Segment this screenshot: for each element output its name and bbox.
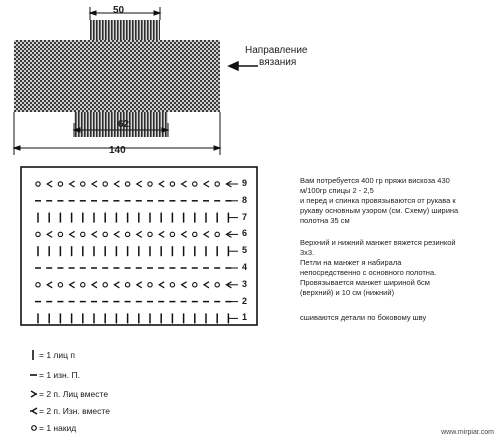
notes-line-5: полотна 35 см [300,216,350,225]
decrease-stitch [159,282,164,288]
notes-line-4: рукаву основным узором (см. Схему) ширина [300,206,459,215]
legend-text-purl: = 1 изн. П. [39,370,80,380]
legend-text-knit-two-together: = 2 п. Лиц вместе [39,389,109,399]
yarn-over-stitch [148,182,152,186]
row-number-5: 5 [242,245,248,256]
direction-label-line-2: вязания [259,57,297,68]
decrease-stitch [114,181,119,187]
notes-line-2: м/100гр спицы 2 - 2,5 [300,186,374,195]
decrease-stitch [137,282,142,288]
yarn-over-stitch [125,182,129,186]
yarn-over-stitch [170,232,174,236]
notes-line-3: и перед и спинка провязываются от рукава к [300,196,456,205]
row-number-3: 3 [242,278,248,289]
decrease-stitch [70,282,75,288]
notes-line-11: Провязывается манжет шириной 6см [300,278,430,287]
yarn-over-stitch [125,232,129,236]
notes-line-10: непосредственно с основного полотна. [300,268,437,277]
chart-row-9 [36,181,238,187]
decrease-stitch [92,231,97,237]
decrease-stitch [159,181,164,187]
decrease-stitch [159,231,164,237]
legend-text-knit: = 1 лиц п [39,350,75,360]
yarn-over-stitch [58,182,62,186]
chart-row-3 [36,282,238,288]
decrease-stitch [47,282,52,288]
yarn-over-stitch [193,182,197,186]
yarn-over-stitch [170,283,174,287]
site-watermark: www.mirpiar.com [441,429,494,436]
dimension-bottom-inner-label: 62 [118,119,130,130]
legend-text-yarn-over: = 1 накид [39,423,77,433]
decrease-stitch [182,231,187,237]
yarn-over-stitch [58,232,62,236]
decrease-stitch [137,181,142,187]
decrease-stitch [92,282,97,288]
yarn-over-stitch [81,232,85,236]
decrease-stitch [114,282,119,288]
notes-line-14: сшиваются детали по боковому шву [300,313,427,322]
chart-row-5 [38,246,238,256]
garment-body [14,40,220,112]
decrease-stitch [92,181,97,187]
yarn-over-stitch [193,283,197,287]
decrease-stitch [204,231,209,237]
yarn-over-stitch [170,182,174,186]
legend-text-purl-two-together: = 2 п. Изн. вместе [39,406,110,416]
yarn-over-stitch [81,283,85,287]
decrease-stitch [182,282,187,288]
row-number-1: 1 [242,312,248,323]
notes-line-9: Петли на манжет я набирала [300,258,402,267]
yarn-over-stitch [36,232,40,236]
row-number-7: 7 [242,211,248,222]
yarn-over-stitch [81,182,85,186]
chart-row-1 [38,313,238,323]
yarn-over-stitch [36,182,40,186]
notes-line-12: (верхний) и 10 см (нижний) [300,288,395,297]
decrease-stitch [204,282,209,288]
decrease-stitch [204,181,209,187]
yarn-over-stitch [36,283,40,287]
direction-arrow [229,62,258,70]
dimension-top [90,7,160,20]
yarn-over-stitch [215,283,219,287]
dimension-bottom-total-label: 140 [109,145,126,156]
decrease-stitch [47,181,52,187]
decrease-stitch [137,231,142,237]
decrease-stitch [114,231,119,237]
garment-schematic [0,0,500,180]
row-number-4: 4 [242,262,248,272]
direction-label-line-1: Направление [245,45,308,56]
notes-line-7: Верхний и нижний манжет вяжется резинкой [300,238,456,247]
yarn-over-stitch [103,232,107,236]
chart-row-7 [38,213,238,223]
decrease-stitch [70,231,75,237]
decrease-stitch [182,181,187,187]
row-number-6: 6 [242,228,248,239]
row-number-8: 8 [242,194,248,205]
yarn-over-stitch [215,182,219,186]
dimension-top-label: 50 [113,5,125,16]
notes-line-8: 3х3. [300,248,315,257]
row-number-2: 2 [242,295,248,306]
top-cuff [90,20,160,40]
yarn-over-stitch [125,283,129,287]
decrease-stitch [47,231,52,237]
yarn-over-stitch [193,232,197,236]
yarn-over-stitch [103,283,107,287]
row-number-9: 9 [242,178,248,188]
yarn-over-stitch [148,283,152,287]
stitch-chart [20,166,260,326]
notes-line-1: Вам потребуется 400 гр пряжи вискоза 430 [300,176,450,185]
yarn-over-stitch [103,182,107,186]
yarn-over-stitch [58,283,62,287]
decrease-stitch [70,181,75,187]
chart-row-6 [36,231,238,237]
yarn-over-stitch [215,232,219,236]
yarn-over-stitch [148,232,152,236]
